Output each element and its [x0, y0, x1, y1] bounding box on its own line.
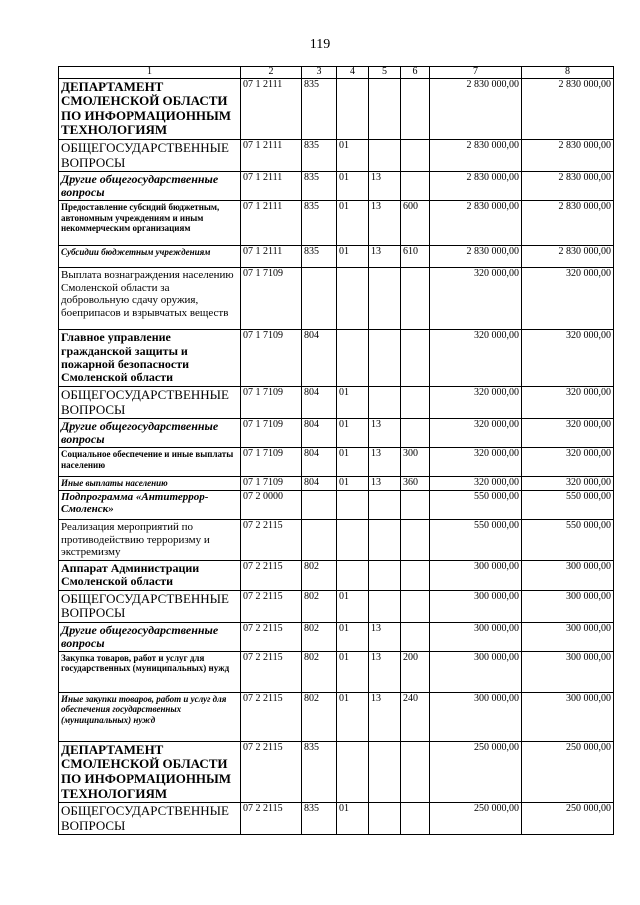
section-code	[337, 78, 369, 139]
grbs-code: 802	[302, 651, 337, 692]
section-code: 01	[337, 448, 369, 477]
target-code: 07 1 7109	[241, 268, 302, 330]
amount-col8: 320 000,00	[522, 477, 614, 491]
table-row	[59, 201, 614, 246]
target-code: 07 2 2115	[241, 622, 302, 651]
amount-col8: 2 830 000,00	[522, 78, 614, 139]
header-row	[59, 67, 614, 79]
row-name: Реализация мероприятий по противодействию терроризму и экстремизму	[59, 519, 241, 560]
amount-col8: 300 000,00	[522, 560, 614, 590]
column-header: 1	[59, 67, 241, 79]
section-code: 01	[337, 172, 369, 201]
target-code: 07 2 2115	[241, 560, 302, 590]
row-name: Главное управление гражданской защиты и пожарной безопасности Смоленской области	[59, 330, 241, 387]
table-row	[59, 590, 614, 622]
expense-type-code: 200	[401, 651, 430, 692]
grbs-code	[302, 268, 337, 330]
amount-col7: 2 830 000,00	[430, 201, 522, 246]
amount-col7: 2 830 000,00	[430, 172, 522, 201]
amount-col7: 300 000,00	[430, 590, 522, 622]
amount-col8: 320 000,00	[522, 448, 614, 477]
section-code: 01	[337, 246, 369, 268]
amount-col8: 320 000,00	[522, 330, 614, 387]
section-code: 01	[337, 803, 369, 835]
column-header: 4	[337, 67, 369, 79]
amount-col8: 250 000,00	[522, 741, 614, 802]
target-code: 07 2 0000	[241, 490, 302, 519]
column-header: 8	[522, 67, 614, 79]
subsection-code	[369, 560, 401, 590]
subsection-code: 13	[369, 246, 401, 268]
grbs-code: 802	[302, 560, 337, 590]
row-name: Аппарат Администрации Смоленской области	[59, 560, 241, 590]
row-name: ОБЩЕГОСУДАРСТВЕННЫЕ ВОПРОСЫ	[59, 139, 241, 171]
table-row	[59, 803, 614, 835]
expense-type-code	[401, 590, 430, 622]
expense-type-code	[401, 803, 430, 835]
target-code: 07 1 2111	[241, 201, 302, 246]
expense-type-code	[401, 268, 430, 330]
row-name: Иные закупки товаров, работ и услуг для обеспечения государственных (муниципальных) нужд	[59, 692, 241, 741]
amount-col8: 2 830 000,00	[522, 201, 614, 246]
amount-col8: 300 000,00	[522, 651, 614, 692]
target-code: 07 1 7109	[241, 477, 302, 491]
subsection-code: 13	[369, 622, 401, 651]
table-row	[59, 78, 614, 139]
grbs-code: 835	[302, 78, 337, 139]
amount-col7: 550 000,00	[430, 519, 522, 560]
section-code: 01	[337, 139, 369, 171]
row-name: ОБЩЕГОСУДАРСТВЕННЫЕ ВОПРОСЫ	[59, 590, 241, 622]
subsection-code	[369, 139, 401, 171]
table-row	[59, 651, 614, 692]
section-code	[337, 741, 369, 802]
table-row	[59, 448, 614, 477]
column-header: 3	[302, 67, 337, 79]
row-name: Другие общегосударственные вопросы	[59, 622, 241, 651]
amount-col7: 2 830 000,00	[430, 78, 522, 139]
amount-col7: 320 000,00	[430, 387, 522, 419]
table-row	[59, 741, 614, 802]
amount-col8: 320 000,00	[522, 387, 614, 419]
section-code	[337, 268, 369, 330]
section-code: 01	[337, 692, 369, 741]
table-row	[59, 692, 614, 741]
subsection-code: 13	[369, 448, 401, 477]
amount-col7: 300 000,00	[430, 692, 522, 741]
amount-col7: 2 830 000,00	[430, 139, 522, 171]
subsection-code: 13	[369, 477, 401, 491]
table-row	[59, 246, 614, 268]
grbs-code	[302, 519, 337, 560]
expense-type-code	[401, 490, 430, 519]
expense-type-code: 240	[401, 692, 430, 741]
grbs-code: 804	[302, 419, 337, 448]
amount-col8: 2 830 000,00	[522, 139, 614, 171]
grbs-code: 835	[302, 803, 337, 835]
row-name: Социальное обеспечение и иные выплаты населению	[59, 448, 241, 477]
table-row	[59, 139, 614, 171]
row-name: Другие общегосударственные вопросы	[59, 419, 241, 448]
grbs-code: 802	[302, 590, 337, 622]
grbs-code: 804	[302, 330, 337, 387]
expense-type-code	[401, 519, 430, 560]
target-code: 07 1 7109	[241, 448, 302, 477]
subsection-code	[369, 803, 401, 835]
row-name: ОБЩЕГОСУДАРСТВЕННЫЕ ВОПРОСЫ	[59, 387, 241, 419]
row-name: Закупка товаров, работ и услуг для государственных (муниципальных) нужд	[59, 651, 241, 692]
target-code: 07 2 2115	[241, 651, 302, 692]
target-code: 07 2 2115	[241, 590, 302, 622]
expense-type-code	[401, 172, 430, 201]
table-row	[59, 387, 614, 419]
subsection-code	[369, 519, 401, 560]
column-header: 7	[430, 67, 522, 79]
target-code: 07 1 2111	[241, 172, 302, 201]
table-row	[59, 560, 614, 590]
amount-col8: 300 000,00	[522, 590, 614, 622]
row-name: ОБЩЕГОСУДАРСТВЕННЫЕ ВОПРОСЫ	[59, 803, 241, 835]
section-code: 01	[337, 419, 369, 448]
target-code: 07 1 7109	[241, 387, 302, 419]
target-code: 07 1 7109	[241, 419, 302, 448]
table-row	[59, 519, 614, 560]
table-row	[59, 490, 614, 519]
grbs-code: 802	[302, 622, 337, 651]
grbs-code: 835	[302, 201, 337, 246]
amount-col7: 300 000,00	[430, 560, 522, 590]
grbs-code: 804	[302, 448, 337, 477]
amount-col7: 320 000,00	[430, 477, 522, 491]
subsection-code: 13	[369, 419, 401, 448]
expense-type-code	[401, 139, 430, 171]
target-code: 07 1 7109	[241, 330, 302, 387]
page-number: 119	[309, 37, 331, 52]
subsection-code: 13	[369, 201, 401, 246]
table-row	[59, 268, 614, 330]
grbs-code: 804	[302, 387, 337, 419]
amount-col7: 320 000,00	[430, 419, 522, 448]
row-name: Субсидии бюджетным учреждениям	[59, 246, 241, 268]
table-row	[59, 419, 614, 448]
subsection-code	[369, 330, 401, 387]
section-code	[337, 490, 369, 519]
subsection-code: 13	[369, 692, 401, 741]
grbs-code: 835	[302, 139, 337, 171]
row-name: Выплата вознаграждения населению Смоленской области за добровольную сдачу оружия, боеприпасов и взрывчатых веществ	[59, 268, 241, 330]
target-code: 07 2 2115	[241, 692, 302, 741]
section-code: 01	[337, 201, 369, 246]
expense-type-code: 600	[401, 201, 430, 246]
column-header: 6	[401, 67, 430, 79]
amount-col7: 550 000,00	[430, 490, 522, 519]
grbs-code: 802	[302, 692, 337, 741]
amount-col8: 2 830 000,00	[522, 172, 614, 201]
row-name: Другие общегосударственные вопросы	[59, 172, 241, 201]
row-name: Предоставление субсидий бюджетным, автономным учреждениям и иным некоммерческим организациям	[59, 201, 241, 246]
expense-type-code: 360	[401, 477, 430, 491]
table-row	[59, 622, 614, 651]
subsection-code: 13	[369, 172, 401, 201]
amount-col8: 250 000,00	[522, 803, 614, 835]
expense-type-code	[401, 560, 430, 590]
target-code: 07 2 2115	[241, 519, 302, 560]
amount-col7: 2 830 000,00	[430, 246, 522, 268]
grbs-code: 835	[302, 246, 337, 268]
expense-type-code	[401, 741, 430, 802]
amount-col8: 300 000,00	[522, 622, 614, 651]
target-code: 07 1 2111	[241, 78, 302, 139]
grbs-code	[302, 490, 337, 519]
subsection-code	[369, 268, 401, 330]
amount-col7: 250 000,00	[430, 803, 522, 835]
table-row	[59, 330, 614, 387]
section-code	[337, 330, 369, 387]
section-code	[337, 519, 369, 560]
subsection-code	[369, 78, 401, 139]
expense-type-code	[401, 330, 430, 387]
subsection-code	[369, 490, 401, 519]
grbs-code: 804	[302, 477, 337, 491]
row-name: ДЕПАРТАМЕНТ СМОЛЕНСКОЙ ОБЛАСТИ ПО ИНФОРМАЦИОННЫМ ТЕХНОЛОГИЯМ	[59, 741, 241, 802]
amount-col7: 300 000,00	[430, 651, 522, 692]
row-name: Иные выплаты населению	[59, 477, 241, 491]
grbs-code: 835	[302, 741, 337, 802]
table-row	[59, 172, 614, 201]
amount-col7: 320 000,00	[430, 330, 522, 387]
section-code: 01	[337, 387, 369, 419]
subsection-code	[369, 741, 401, 802]
budget-table	[58, 66, 614, 835]
section-code: 01	[337, 477, 369, 491]
amount-col7: 320 000,00	[430, 268, 522, 330]
amount-col8: 2 830 000,00	[522, 246, 614, 268]
target-code: 07 1 2111	[241, 139, 302, 171]
amount-col8: 550 000,00	[522, 519, 614, 560]
expense-type-code: 610	[401, 246, 430, 268]
table-row	[59, 477, 614, 491]
subsection-code: 13	[369, 651, 401, 692]
target-code: 07 2 2115	[241, 741, 302, 802]
section-code: 01	[337, 590, 369, 622]
section-code: 01	[337, 622, 369, 651]
amount-col7: 320 000,00	[430, 448, 522, 477]
expense-type-code	[401, 419, 430, 448]
amount-col7: 300 000,00	[430, 622, 522, 651]
expense-type-code: 300	[401, 448, 430, 477]
amount-col8: 550 000,00	[522, 490, 614, 519]
expense-type-code	[401, 622, 430, 651]
expense-type-code	[401, 78, 430, 139]
amount-col8: 320 000,00	[522, 419, 614, 448]
section-code	[337, 560, 369, 590]
amount-col8: 300 000,00	[522, 692, 614, 741]
grbs-code: 835	[302, 172, 337, 201]
expense-type-code	[401, 387, 430, 419]
target-code: 07 1 2111	[241, 246, 302, 268]
amount-col7: 250 000,00	[430, 741, 522, 802]
column-header: 5	[369, 67, 401, 79]
target-code: 07 2 2115	[241, 803, 302, 835]
row-name: ДЕПАРТАМЕНТ СМОЛЕНСКОЙ ОБЛАСТИ ПО ИНФОРМАЦИОННЫМ ТЕХНОЛОГИЯМ	[59, 78, 241, 139]
amount-col8: 320 000,00	[522, 268, 614, 330]
row-name: Подпрограмма «Антитеррор-Смоленск»	[59, 490, 241, 519]
subsection-code	[369, 387, 401, 419]
subsection-code	[369, 590, 401, 622]
section-code: 01	[337, 651, 369, 692]
column-header: 2	[241, 67, 302, 79]
